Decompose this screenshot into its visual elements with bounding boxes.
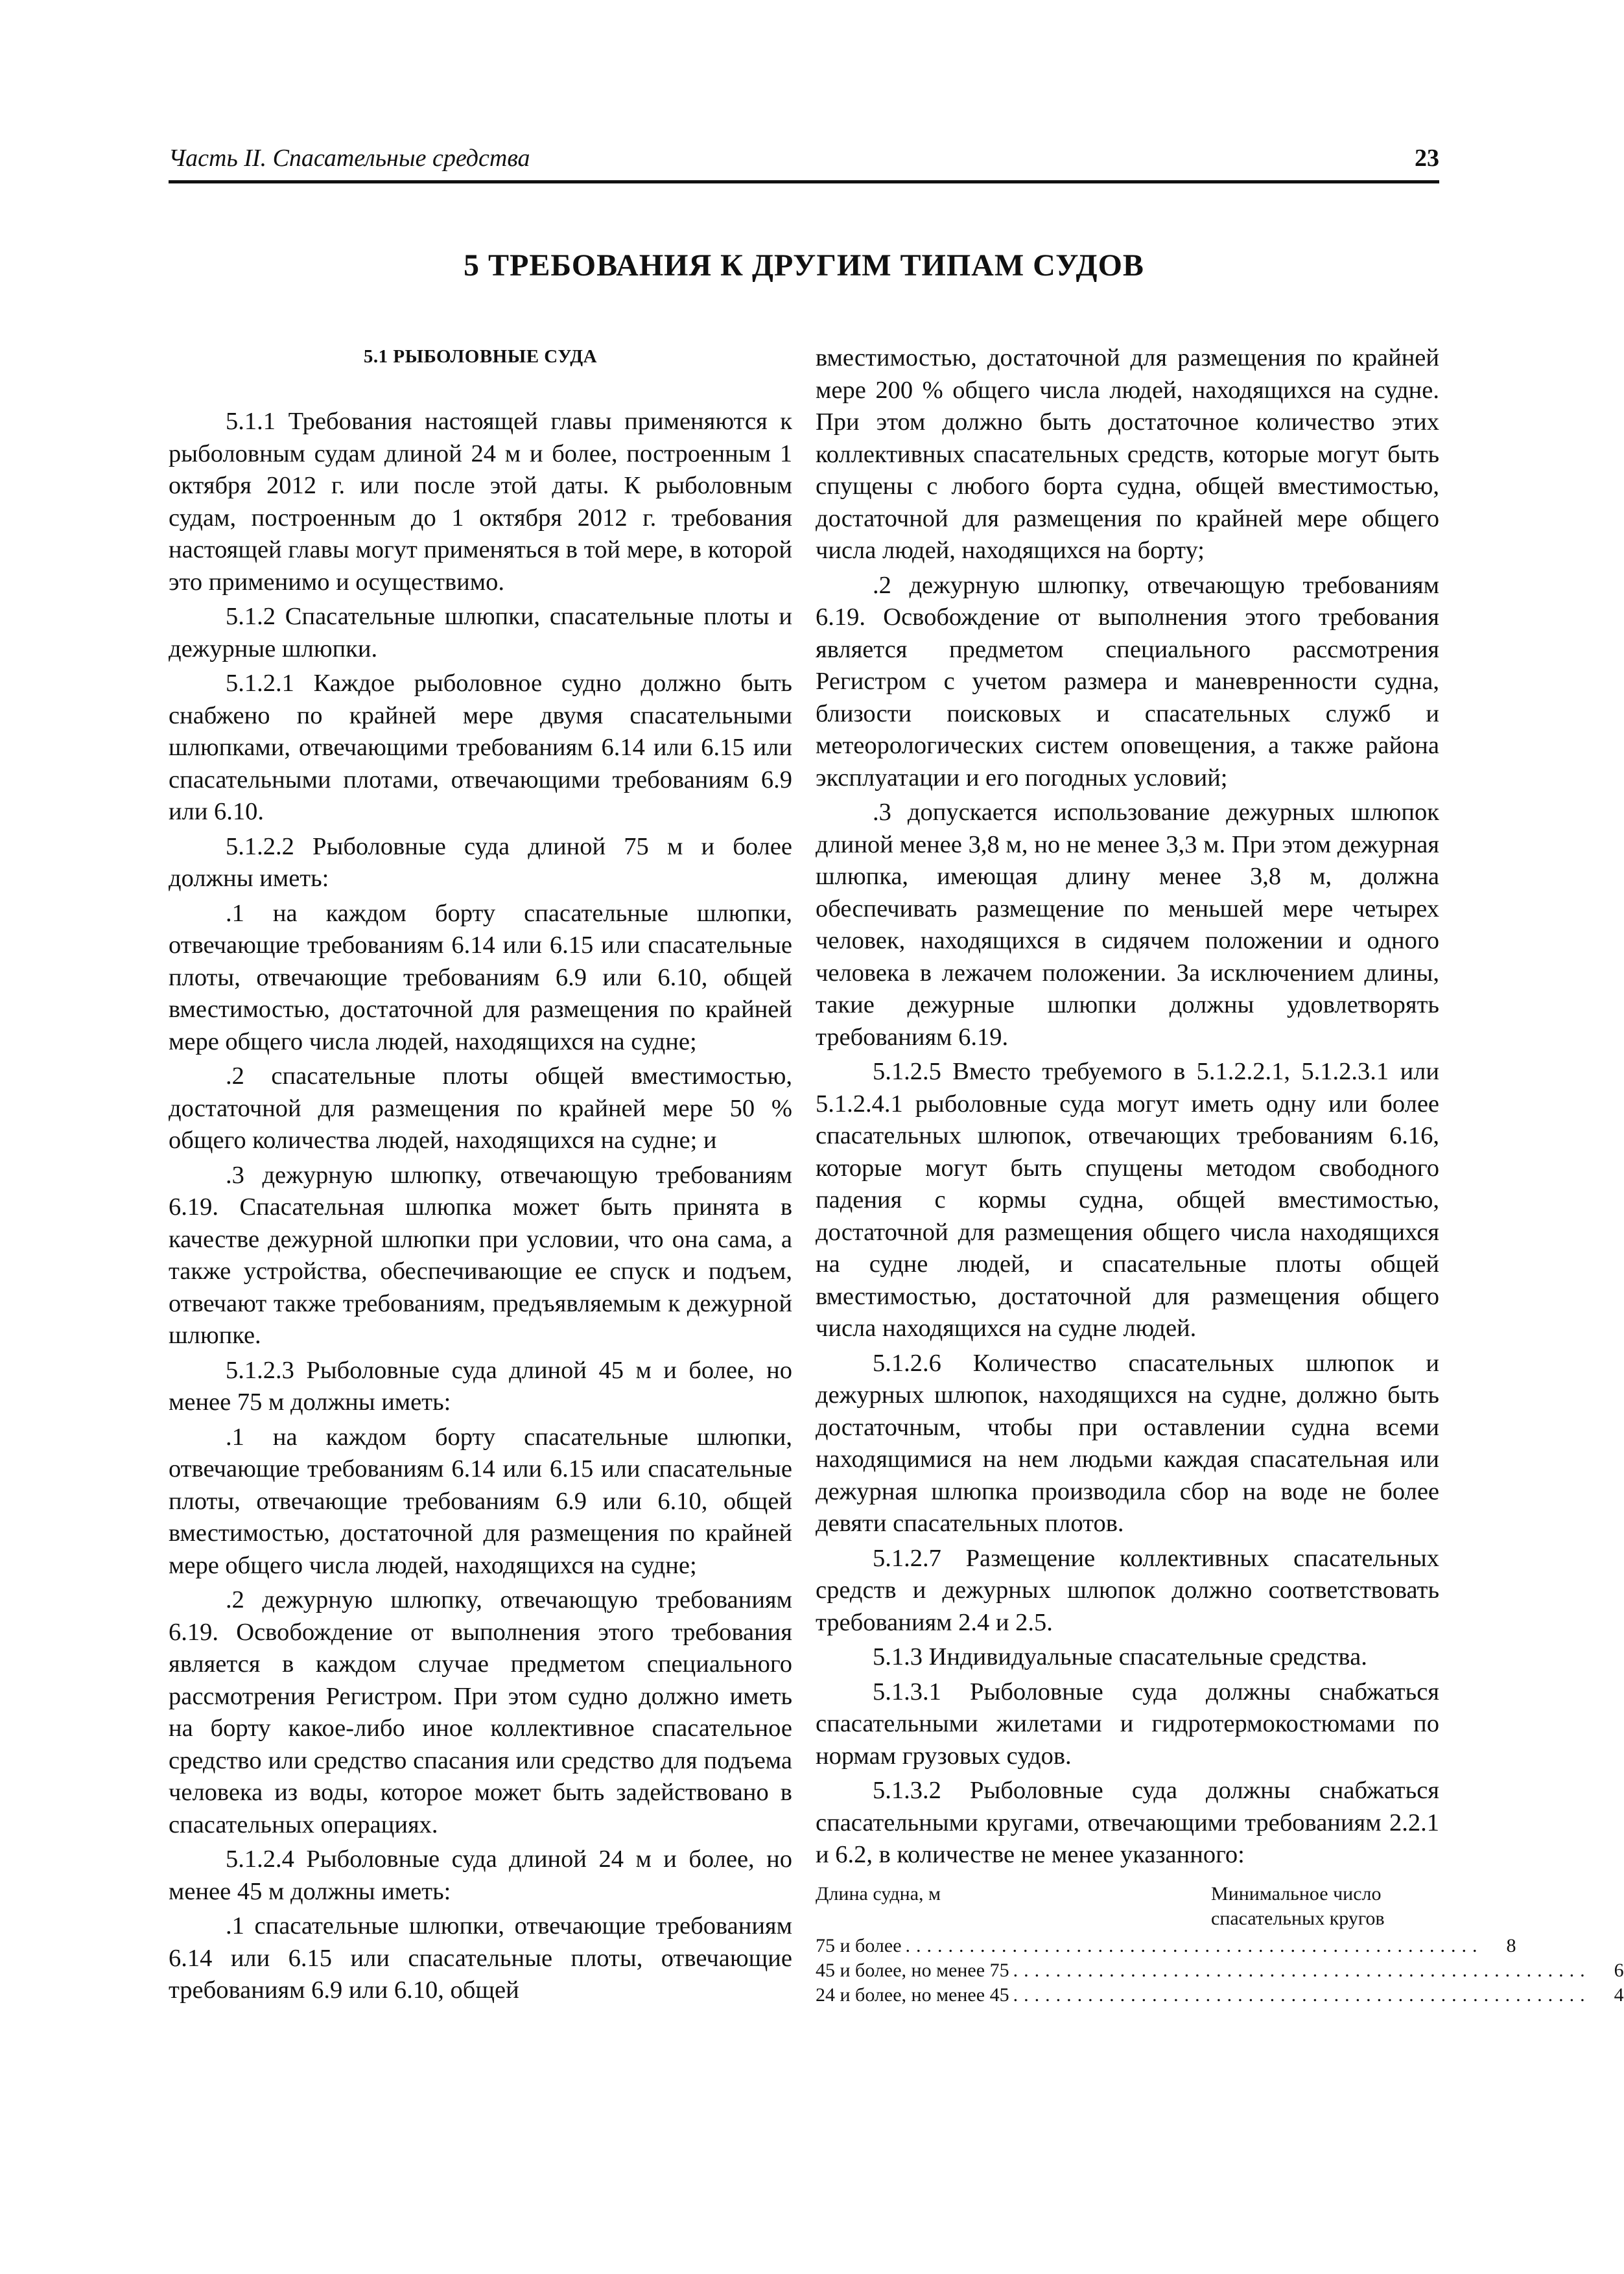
paragraph: .1 спасательные шлюпки, отвечающие требованиям 6.14 или 6.15 или спасательные плоты, отвечающие требованиям 6.9 или 6.10, общей bbox=[169, 1912, 792, 2004]
dot-leader: ...................................................... bbox=[905, 1934, 1483, 1956]
dot-leader: ...................................................... bbox=[1013, 1984, 1591, 2006]
paragraph: 5.1.2 Спасательные шлюпки, спасательные плоты и дежурные шлюпки. bbox=[169, 603, 792, 662]
table-cell-length: 75 и более bbox=[816, 1934, 902, 1956]
table-header-length: Длина судна, м bbox=[816, 1882, 941, 1905]
paragraph: 5.1.2.6 Количество спасательных шлюпок и дежурных шлюпок, находящихся на судне, должно быть достаточным, чтобы при оставлении судна всеми находящимися на нем людьми каждая спасательная или дежурная шлюпка производила сбор на воде не более девяти спасательных плотов. bbox=[816, 1349, 1439, 1537]
table-header bbox=[816, 1882, 1439, 1931]
paragraph: 5.1.2.3 Рыболовные суда длиной 45 м и более, но менее 75 м должны иметь: bbox=[169, 1356, 792, 1416]
right-column bbox=[816, 342, 1624, 2008]
paragraph: 5.1.3.2 Рыболовные суда должны снабжаться спасательными кругами, отвечающими требованиям 2.2.1 и 6.2, в количестве не менее указанного: bbox=[816, 1777, 1439, 1868]
table-cell-length: 45 и более, но менее 75 bbox=[816, 1959, 1009, 1981]
table-header-count: Минимальное число спасательных кругов bbox=[1211, 1882, 1385, 1929]
paragraph: .1 на каждом борту спасательные шлюпки, отвечающие требованиям 6.14 или 6.15 или спасательные плоты, отвечающие требованиям 6.9 или 6.10, общей вместимостью, достаточной для размещения по крайней мере общего числа людей, находящихся на судне; bbox=[169, 899, 792, 1055]
table-cell-count: 8 bbox=[1506, 1934, 1516, 1956]
paragraph: .3 допускается использование дежурных шлюпок длиной менее 3,8 м, но не менее 3,3 м. При этом дежурная шлюпка, имеющая длину менее 3,8 м, должна обеспечивать размещение по меньшей мере четырех человек, находящихся в сидячем положении и одного человека в лежачем положении. За исключением длины, такие дежурные шлюпки должны удовлетворять требованиям 6.19. bbox=[816, 799, 1439, 1051]
running-title: Часть II. Спасательные средства bbox=[169, 145, 530, 172]
paragraph: .2 дежурную шлюпку, отвечающую требованиям 6.19. Освобождение от выполнения этого требования является в каждом случае предметом специального рассмотрения Регистром. При этом судно должно иметь на борту какое-либо иное коллективное спасательное средство или средство спасания или средство для подъема человека из воды, которое может быть задействовано в спасательных операциях. bbox=[169, 1586, 792, 1838]
paragraph: 5.1.2.7 Размещение коллективных спасательных средств и дежурных шлюпок должно соответствовать требованиям 2.4 и 2.5. bbox=[816, 1544, 1439, 1636]
paragraph: 5.1.2.4 Рыболовные суда длиной 24 м и более, но менее 45 м должны иметь: bbox=[169, 1846, 792, 1905]
table-cell-length: 24 и более, но менее 45 bbox=[816, 1984, 1009, 2006]
left-column bbox=[169, 342, 792, 2010]
chapter-title: 5 ТРЕБОВАНИЯ К ДРУГИМ ТИПАМ СУДОВ bbox=[464, 248, 1144, 283]
table-row bbox=[816, 1934, 1516, 1958]
paragraph: 5.1.2.2 Рыболовные суда длиной 75 м и более должны иметь: bbox=[169, 832, 792, 892]
paragraph: 5.1.2.1 Каждое рыболовное судно должно быть снабжено по крайней мере двумя спасательными шлюпками, отвечающими требованиям 6.14 или 6.15 или спасательными плотами, отвечающими требованиям 6.9 или 6.10. bbox=[169, 670, 792, 825]
table-cell-count: 4 bbox=[1614, 1984, 1624, 2006]
paragraph: 5.1.1 Требования настоящей главы применяются к рыболовным судам длиной 24 м и более, построенным 1 октября 2012 г. или после этой даты. К рыболовным судам, построенным до 1 октября 2012 г. требования настоящей главы могут применяться в той мере, в которой это применимо и осуществимо. bbox=[169, 408, 792, 596]
running-header bbox=[169, 144, 1439, 183]
paragraph-continuation: вместимостью, достаточной для размещения по крайней мере 200 % общего числа людей, находящихся на судне. При этом должно быть достаточное количество этих коллективных спасательных средств, которые могут быть спущены с любого борта судна, общей вместимостью, достаточной для размещения по крайней мере общего числа людей, находящихся на борту; bbox=[816, 344, 1439, 564]
page-number: 23 bbox=[1415, 145, 1439, 172]
paragraph: 5.1.3.1 Рыболовные суда должны снабжаться спасательными жилетами и гидротермокостюмами по нормам грузовых судов. bbox=[816, 1678, 1439, 1770]
paragraph: .2 дежурную шлюпку, отвечающую требованиям 6.19. Освобождение от выполнения этого требования является предметом специального рассмотрения Регистром с учетом размера и маневренности судна, близости поисковых и спасательных служб и метеорологических систем оповещения, а также района эксплуатации и его погодных условий; bbox=[816, 571, 1439, 791]
paragraph: .1 на каждом борту спасательные шлюпки, отвечающие требованиям 6.14 или 6.15 или спасательные плоты, отвечающие требованиям 6.9 или 6.10, общей вместимостью, достаточной для размещения по крайней мере общего числа людей, находящихся на судне; bbox=[169, 1423, 792, 1579]
paragraph: 5.1.2.5 Вместо требуемого в 5.1.2.2.1, 5.1.2.3.1 или 5.1.2.4.1 рыболовные суда могут иметь одну или более спасательных шлюпок, отвечающих требованиям 6.16, которые могут быть спущены методом свободного падения с кормы судна, общей вместимостью, достаточной для размещения общего числа находящихся на судне людей, и спасательные плоты общей вместимостью, достаточной для размещения общего числа находящихся на судне людей. bbox=[816, 1058, 1439, 1342]
table-row bbox=[816, 1958, 1624, 1983]
section-title: 5.1 РЫБОЛОВНЫЕ СУДА bbox=[363, 346, 598, 367]
table-row bbox=[816, 1983, 1624, 2008]
lifebuoy-table bbox=[816, 1882, 1624, 2008]
dot-leader: ...................................................... bbox=[1013, 1959, 1591, 1981]
table-cell-count: 6 bbox=[1614, 1959, 1624, 1981]
paragraph: 5.1.3 Индивидуальные спасательные средства. bbox=[873, 1643, 1367, 1670]
paragraph: .3 дежурную шлюпку, отвечающую требованиям 6.19. Спасательная шлюпка может быть принята в качестве дежурной шлюпки при условии, что она сама, а также устройства, обеспечивающие ее спуск и подъем, отвечают также требованиям, предъявляемым к дежурной шлюпке. bbox=[169, 1161, 792, 1349]
paragraph: .2 спасательные плоты общей вместимостью, достаточной для размещения по крайней мере 50 % общего количества людей, находящихся на судне; и bbox=[169, 1062, 792, 1154]
